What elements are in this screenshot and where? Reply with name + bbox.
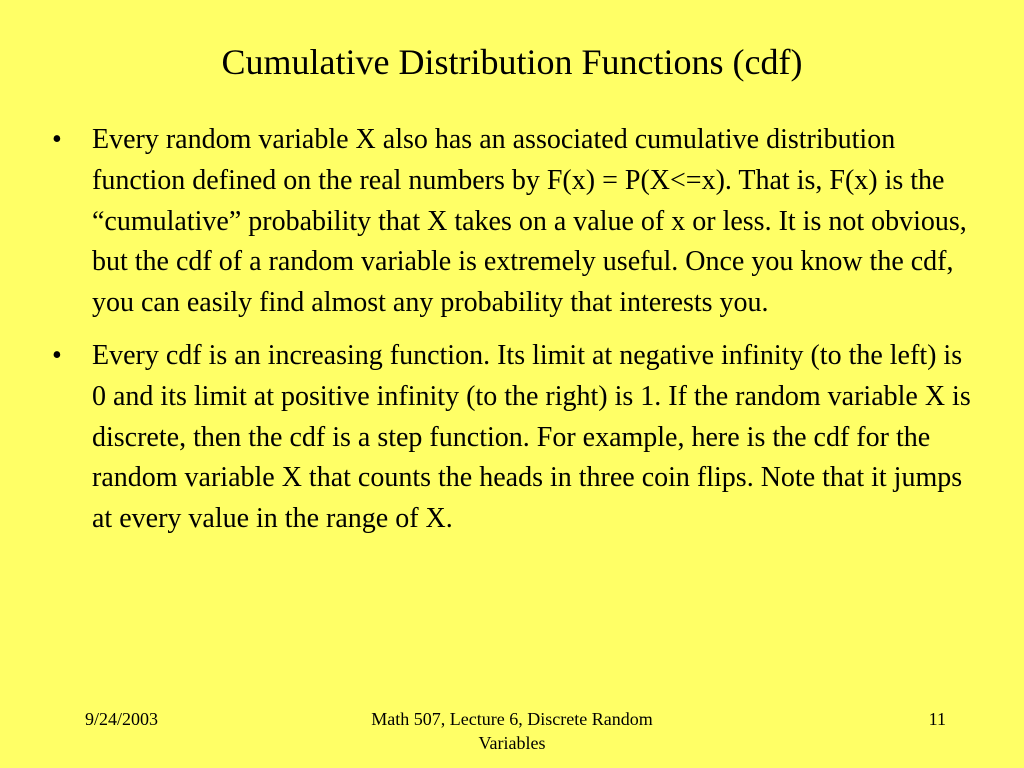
bullet-icon: • — [52, 124, 62, 155]
bullet-icon: • — [52, 339, 62, 371]
footer-course: Math 507, Lecture 6, Discrete Random Variables — [371, 709, 653, 753]
slide-title: Cumulative Distribution Functions (cdf) — [221, 42, 803, 82]
page-number: 11 — [928, 709, 946, 729]
footer-date: 9/24/2003 — [85, 709, 159, 729]
bullet-item — [52, 120, 982, 324]
bullet-text: Every cdf is an increasing function. Its limit at negative infinity (to the left) is 0 and its limit at positive infinity (to the right) is 1. If the random variable X is discrete, then the cdf is a step function. For example, here is the cdf for the random variable X that counts the heads in three coin flips. Note that it jumps at every value in the range of X. — [92, 339, 971, 535]
bullet-item — [52, 336, 982, 540]
bullet-text: Every random variable X also has an associated cumulative distribution function defined on the real numbers by F(x) = P(X<=x). That is, F(x) is the “cumulative” probability that X takes on a value of x or less. It is not obvious, but the cdf of a random variable is extremely useful. Once you know the cdf, you can easily find almost any probability that interests you. — [92, 124, 967, 319]
bullet-list — [52, 120, 982, 540]
